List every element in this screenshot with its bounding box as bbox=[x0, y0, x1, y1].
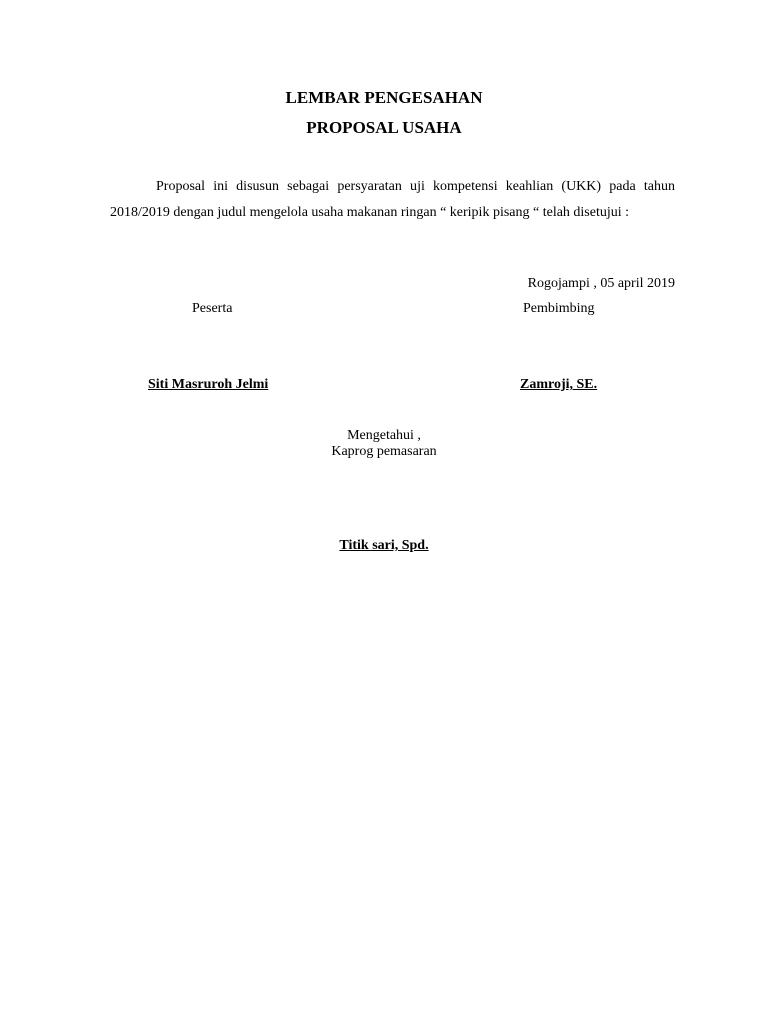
approval-paragraph: Proposal ini disusun sebagai persyaratan uji kompetensi keahlian (UKK) pada tahun 2018/2019 dengan judul mengelola usaha makanan ringan “ keripik pisang “ telah disetujui : bbox=[110, 179, 675, 220]
kaprog-label: Kaprog pemasaran bbox=[331, 444, 437, 459]
peserta-label: Peserta bbox=[192, 301, 233, 316]
pembimbing-signature-name: Zamroji, SE. bbox=[520, 377, 598, 392]
page-title: LEMBAR PENGESAHAN bbox=[285, 88, 483, 107]
place-date: Rogojampi , 05 april 2019 bbox=[527, 276, 675, 291]
page-subtitle: PROPOSAL USAHA bbox=[306, 118, 462, 137]
kaprog-signature-name: Titik sari, Spd. bbox=[339, 538, 429, 553]
mengetahui-label: Mengetahui , bbox=[347, 428, 421, 443]
peserta-signature-name: Siti Masruroh Jelmi bbox=[148, 377, 269, 392]
pembimbing-label: Pembimbing bbox=[523, 301, 595, 316]
